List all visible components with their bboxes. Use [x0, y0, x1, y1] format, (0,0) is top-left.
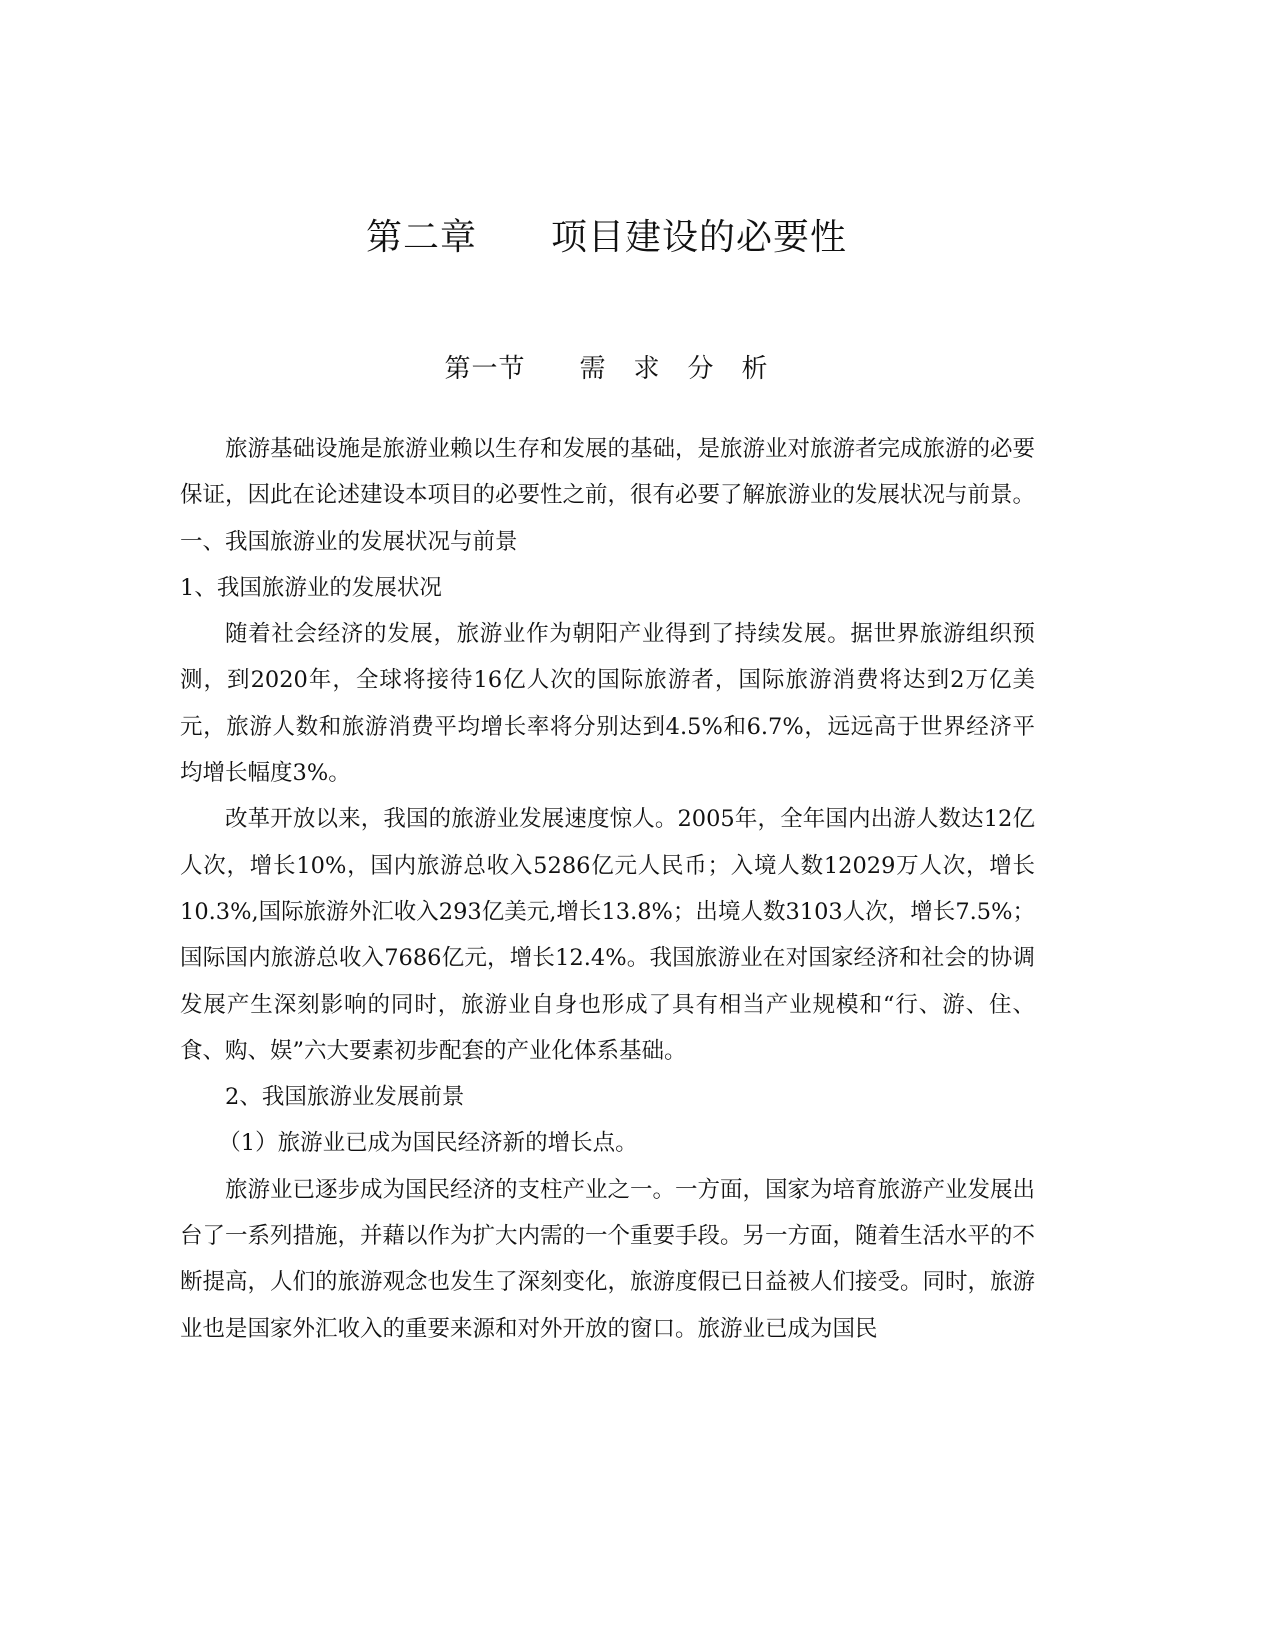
paragraph-world-tourism: 随着社会经济的发展，旅游业作为朝阳产业得到了持续发展。据世界旅游组织预测，到2020年，全球将接待16亿人次的国际旅游者，国际旅游消费将达到2万亿美元，旅游人数和旅游消费平均增长率将分别达到4.5%和6.7%，远远高于世界经济平均增长幅度3%。: [180, 621, 1035, 787]
section-title: 第一节 需 求 分 析: [444, 354, 769, 384]
heading-1: 一、我国旅游业的发展状况与前景: [180, 528, 518, 555]
document-body: [180, 426, 1035, 1352]
subheading-2: 2、我国旅游业发展前景: [225, 1084, 465, 1111]
paragraph-china-tourism: 改革开放以来，我国的旅游业发展速度惊人。2005年，全年国内出游人数达12亿人次，增长10%，国内旅游总收入5286亿元人民币；入境人数12029万人次，增长10.3%,国际旅游外汇收入293亿美元,增长13.8%；出境人数3103人次，增长7.5%；国际国内旅游总收入7686亿元，增长12.4%。我国旅游业在对国家经济和社会的协调发展产生深刻影响的同时，旅游业自身也形成了具有相当产业规模和“行、游、住、食、购、娱”六大要素初步配套的产业化体系基础。: [180, 806, 1035, 1064]
subheading-2-1: （1）旅游业已成为国民经济新的增长点。: [218, 1130, 638, 1157]
subheading-1: 1、我国旅游业的发展状况: [180, 574, 442, 601]
paragraph-intro: 旅游基础设施是旅游业赖以生存和发展的基础，是旅游业对旅游者完成旅游的必要保证，因此在论述建设本项目的必要性之前，很有必要了解旅游业的发展状况与前景。: [180, 436, 1036, 509]
chapter-title: 第二章 项目建设的必要性: [365, 217, 847, 258]
paragraph-pillar-industry: 旅游业已逐步成为国民经济的支柱产业之一。一方面，国家为培育旅游产业发展出台了一系列措施，并藉以作为扩大内需的一个重要手段。另一方面，随着生活水平的不断提高，人们的旅游观念也发生了深刻变化，旅游度假已日益被人们接受。同时，旅游业也是国家外汇收入的重要来源和对外开放的窗口。旅游业已成为国民: [180, 1176, 1036, 1342]
